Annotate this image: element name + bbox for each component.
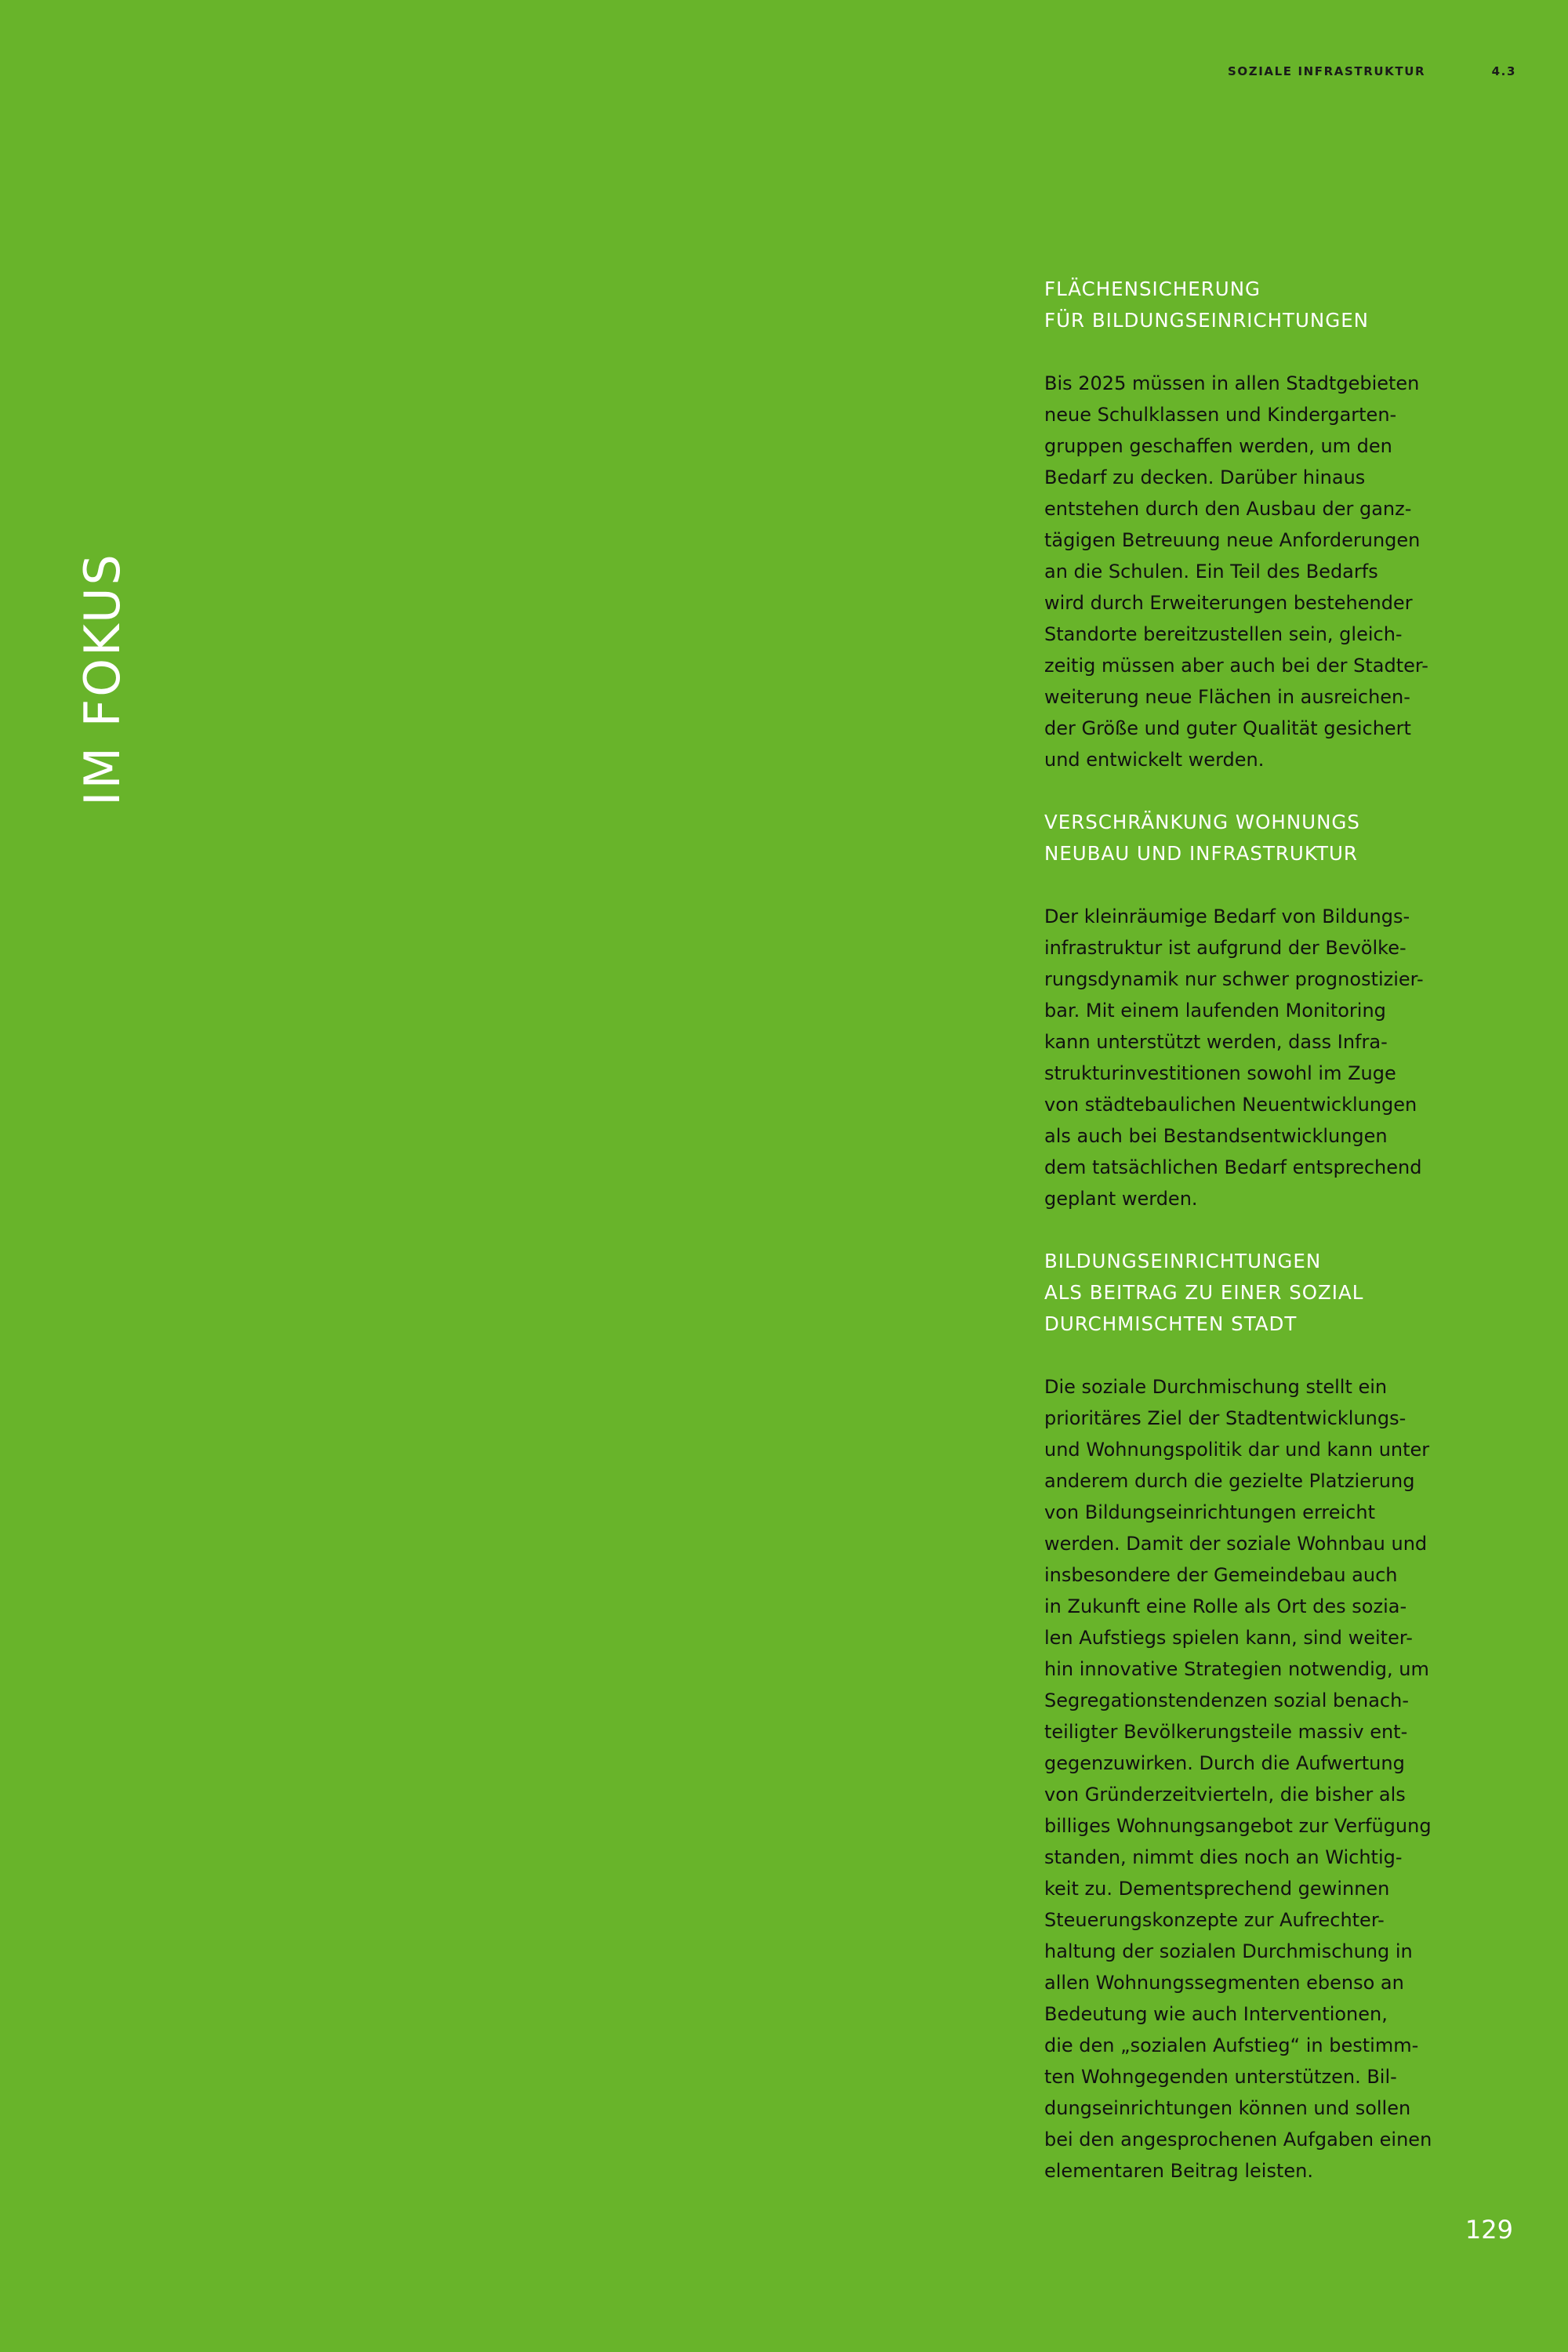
main-text-column xyxy=(1044,274,1479,2187)
section-paragraph: Die soziale Durchmischung stellt ein prioritäres Ziel der Stadtentwicklungs- und Wohnungspolitik dar und kann unter anderem durch die gezielte Platzierung von Bildungseinrichtungen erreicht werden. Damit der soziale Wohnbau und insbesondere der Gemeindebau auch in Zukunft eine Rolle als Ort des sozia- len Aufstiegs spielen kann, sind weiter- hin innovative Strategien notwendig, um Segregationstendenzen sozial benach- teiligter Bevölkerungsteile massiv ent- gegenzuwirken. Durch die Aufwertung von Gründerzeitvierteln, die bisher als billiges Wohnungsangebot zur Verfügung standen, nimmt dies noch an Wichtig- keit zu. Dementsprechend gewinnen Steuerungskonzepte zur Aufrechter- haltung der sozialen Durchmischung in allen Wohnungssegmenten ebenso an Bedeutung wie auch Interventionen, die den „sozialen Aufstieg“ in bestimm- ten Wohngegenden unterstützen. Bil- dungseinrichtungen können und sollen bei den angesprochenen Aufgaben einen elementaren Beitrag leisten. xyxy=(1044,1376,1432,2182)
running-header-section: SOZIALE INFRASTRUKTUR xyxy=(1228,64,1426,78)
section-heading: VERSCHRÄNKUNG WOHNUNGS NEUBAU UND INFRASTRUKTUR xyxy=(1044,811,1360,865)
section-paragraph: Bis 2025 müssen in allen Stadtgebieten neue Schulklassen und Kindergarten- gruppen geschaffen werden, um den Bedarf zu decken. Darüber hinaus entstehen durch den Ausbau der ganz- tägigen Betreuung neue Anforderungen an die Schulen. Ein Teil des Bedarfs wird durch Erweiterungen bestehender Standorte bereitzustellen sein, gleich- zeitig müssen aber auch bei der Stadter- weiterung neue Flächen in ausreichen- der Größe und guter Qualität gesichert und entwickelt werden. xyxy=(1044,372,1428,771)
section-paragraph: Der kleinräumige Bedarf von Bildungs- infrastruktur ist aufgrund der Bevölke- rungsdynamik nur schwer prognostizier- bar. Mit einem laufenden Monitoring kann unterstützt werden, dass Infra- strukturinvestitionen sowohl im Zuge von städtebaulichen Neuentwicklungen als auch bei Bestandsentwicklungen dem tatsächlichen Bedarf entsprechend geplant werden. xyxy=(1044,906,1424,1210)
spacer xyxy=(1044,1340,1479,1371)
page-number: 129 xyxy=(1465,2215,1513,2245)
spacer xyxy=(1044,869,1479,901)
spacer xyxy=(1044,1214,1479,1246)
section-heading: BILDUNGSEINRICHTUNGEN ALS BEITRAG ZU EINER SOZIAL DURCHMISCHTEN STADT xyxy=(1044,1250,1364,1335)
spacer xyxy=(1044,336,1479,368)
running-header-chapter-number: 4.3 xyxy=(1491,64,1516,78)
spacer xyxy=(1044,775,1479,807)
section-heading: FLÄCHENSICHERUNG FÜR BILDUNGSEINRICHTUNGEN xyxy=(1044,278,1370,332)
running-header xyxy=(1228,64,1516,82)
side-title: IM FOKUS xyxy=(74,552,131,806)
